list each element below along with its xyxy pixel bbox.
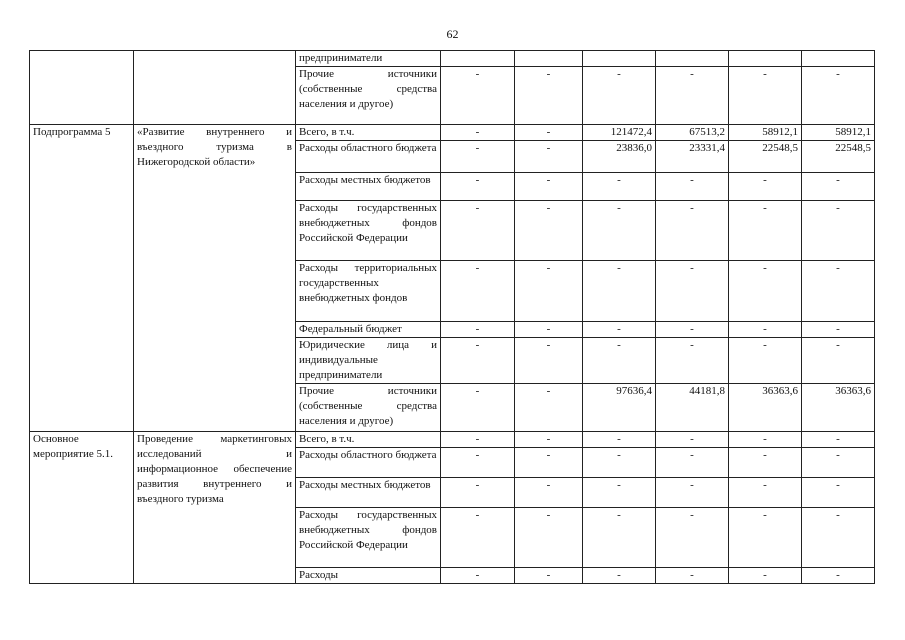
value-cell-year-2: -	[515, 125, 583, 141]
value-cell-year-5: 22548,5	[729, 141, 802, 173]
funding-source-cell: Расходы местных бюджетов	[296, 478, 441, 508]
value-cell-year-5: -	[729, 448, 802, 478]
funding-source-cell: Расходы государственных внебюджетных фондов Российской Федерации	[296, 201, 441, 261]
budget-table	[29, 50, 875, 584]
value-cell-year-1: -	[441, 432, 515, 448]
value-cell-year-4: 44181,8	[656, 384, 729, 432]
value-cell-year-2: -	[515, 478, 583, 508]
value-cell-year-3	[583, 51, 656, 67]
value-cell-year-1: -	[441, 384, 515, 432]
value-cell-year-2: -	[515, 448, 583, 478]
value-cell-year-4: -	[656, 261, 729, 322]
value-cell-year-5: 36363,6	[729, 384, 802, 432]
value-cell-year-6: -	[802, 448, 875, 478]
value-cell-year-5: -	[729, 508, 802, 568]
value-cell-year-4: -	[656, 67, 729, 125]
funding-source-cell: Всего, в т.ч.	[296, 432, 441, 448]
value-cell-year-1: -	[441, 568, 515, 584]
value-cell-year-6: 22548,5	[802, 141, 875, 173]
value-cell-year-2: -	[515, 384, 583, 432]
value-cell-year-3: -	[583, 261, 656, 322]
value-cell-year-4: -	[656, 322, 729, 338]
funding-source-cell: Расходы областного бюджета	[296, 141, 441, 173]
value-cell-year-5: -	[729, 261, 802, 322]
funding-source-cell: Всего, в т.ч.	[296, 125, 441, 141]
value-cell-year-5: -	[729, 568, 802, 584]
value-cell-year-1: -	[441, 261, 515, 322]
value-cell-year-6: 36363,6	[802, 384, 875, 432]
value-cell-year-2: -	[515, 322, 583, 338]
value-cell-year-2: -	[515, 568, 583, 584]
value-cell-year-6: -	[802, 568, 875, 584]
value-cell-year-5: -	[729, 478, 802, 508]
value-cell-year-3: 23836,0	[583, 141, 656, 173]
table-row	[30, 51, 875, 67]
program-code-cell: Основное мероприятие 5.1.	[30, 432, 134, 584]
value-cell-year-4: -	[656, 568, 729, 584]
funding-source-cell: Расходы областного бюджета	[296, 448, 441, 478]
value-cell-year-4: -	[656, 201, 729, 261]
value-cell-year-4: -	[656, 508, 729, 568]
funding-source-cell: Расходы местных бюджетов	[296, 173, 441, 201]
value-cell-year-5: -	[729, 338, 802, 384]
value-cell-year-4: -	[656, 173, 729, 201]
value-cell-year-3: -	[583, 322, 656, 338]
funding-source-cell: Прочие источники (собственные средства населения и другое)	[296, 67, 441, 125]
value-cell-year-6: -	[802, 261, 875, 322]
value-cell-year-5: -	[729, 67, 802, 125]
value-cell-year-4: -	[656, 432, 729, 448]
value-cell-year-1: -	[441, 173, 515, 201]
value-cell-year-4: 67513,2	[656, 125, 729, 141]
value-cell-year-6: -	[802, 338, 875, 384]
value-cell-year-6: -	[802, 478, 875, 508]
value-cell-year-3: -	[583, 338, 656, 384]
value-cell-year-5: 58912,1	[729, 125, 802, 141]
value-cell-year-5: -	[729, 432, 802, 448]
value-cell-year-6: -	[802, 67, 875, 125]
value-cell-year-4: -	[656, 478, 729, 508]
funding-source-cell: Прочие источники (собственные средства населения и другое)	[296, 384, 441, 432]
value-cell-year-3: -	[583, 173, 656, 201]
program-name-cell	[134, 51, 296, 125]
value-cell-year-1: -	[441, 141, 515, 173]
value-cell-year-1: -	[441, 448, 515, 478]
funding-source-cell: Расходы государственных внебюджетных фондов Российской Федерации	[296, 508, 441, 568]
value-cell-year-1	[441, 51, 515, 67]
table-row	[30, 125, 875, 141]
value-cell-year-3: -	[583, 478, 656, 508]
value-cell-year-2: -	[515, 508, 583, 568]
funding-source-cell: Расходы	[296, 568, 441, 584]
value-cell-year-2: -	[515, 432, 583, 448]
value-cell-year-2: -	[515, 201, 583, 261]
value-cell-year-1: -	[441, 125, 515, 141]
value-cell-year-6: -	[802, 508, 875, 568]
value-cell-year-3: -	[583, 448, 656, 478]
funding-source-cell: Расходы территориальных государственных внебюджетных фондов	[296, 261, 441, 322]
funding-source-cell: предприниматели	[296, 51, 441, 67]
value-cell-year-5: -	[729, 173, 802, 201]
value-cell-year-3: -	[583, 568, 656, 584]
value-cell-year-6: -	[802, 201, 875, 261]
value-cell-year-6: -	[802, 322, 875, 338]
funding-source-cell: Федеральный бюджет	[296, 322, 441, 338]
value-cell-year-4: 23331,4	[656, 141, 729, 173]
program-name-cell: Проведение маркетинговых исследований и информационное обеспечение развития внутреннего и въездного туризма	[134, 432, 296, 584]
value-cell-year-6: 58912,1	[802, 125, 875, 141]
value-cell-year-1: -	[441, 67, 515, 125]
value-cell-year-1: -	[441, 322, 515, 338]
value-cell-year-4	[656, 51, 729, 67]
value-cell-year-6: -	[802, 432, 875, 448]
value-cell-year-2: -	[515, 141, 583, 173]
value-cell-year-5	[729, 51, 802, 67]
value-cell-year-3: 121472,4	[583, 125, 656, 141]
value-cell-year-1: -	[441, 338, 515, 384]
value-cell-year-4: -	[656, 448, 729, 478]
funding-source-cell: Юридические лица и индивидуальные предприниматели	[296, 338, 441, 384]
value-cell-year-2: -	[515, 173, 583, 201]
value-cell-year-1: -	[441, 201, 515, 261]
value-cell-year-1: -	[441, 508, 515, 568]
program-code-cell	[30, 51, 134, 125]
page-number: 62	[446, 27, 459, 41]
value-cell-year-1: -	[441, 478, 515, 508]
value-cell-year-3: 97636,4	[583, 384, 656, 432]
table-row	[30, 432, 875, 448]
value-cell-year-3: -	[583, 201, 656, 261]
value-cell-year-2	[515, 51, 583, 67]
value-cell-year-6	[802, 51, 875, 67]
value-cell-year-4: -	[656, 338, 729, 384]
value-cell-year-6: -	[802, 173, 875, 201]
value-cell-year-2: -	[515, 338, 583, 384]
program-name-cell: «Развитие внутреннего и въездного туризма в Нижегородской области»	[134, 125, 296, 432]
value-cell-year-5: -	[729, 322, 802, 338]
value-cell-year-3: -	[583, 67, 656, 125]
value-cell-year-3: -	[583, 432, 656, 448]
value-cell-year-3: -	[583, 508, 656, 568]
program-code-cell: Подпрограмма 5	[30, 125, 134, 432]
value-cell-year-2: -	[515, 261, 583, 322]
value-cell-year-2: -	[515, 67, 583, 125]
value-cell-year-5: -	[729, 201, 802, 261]
